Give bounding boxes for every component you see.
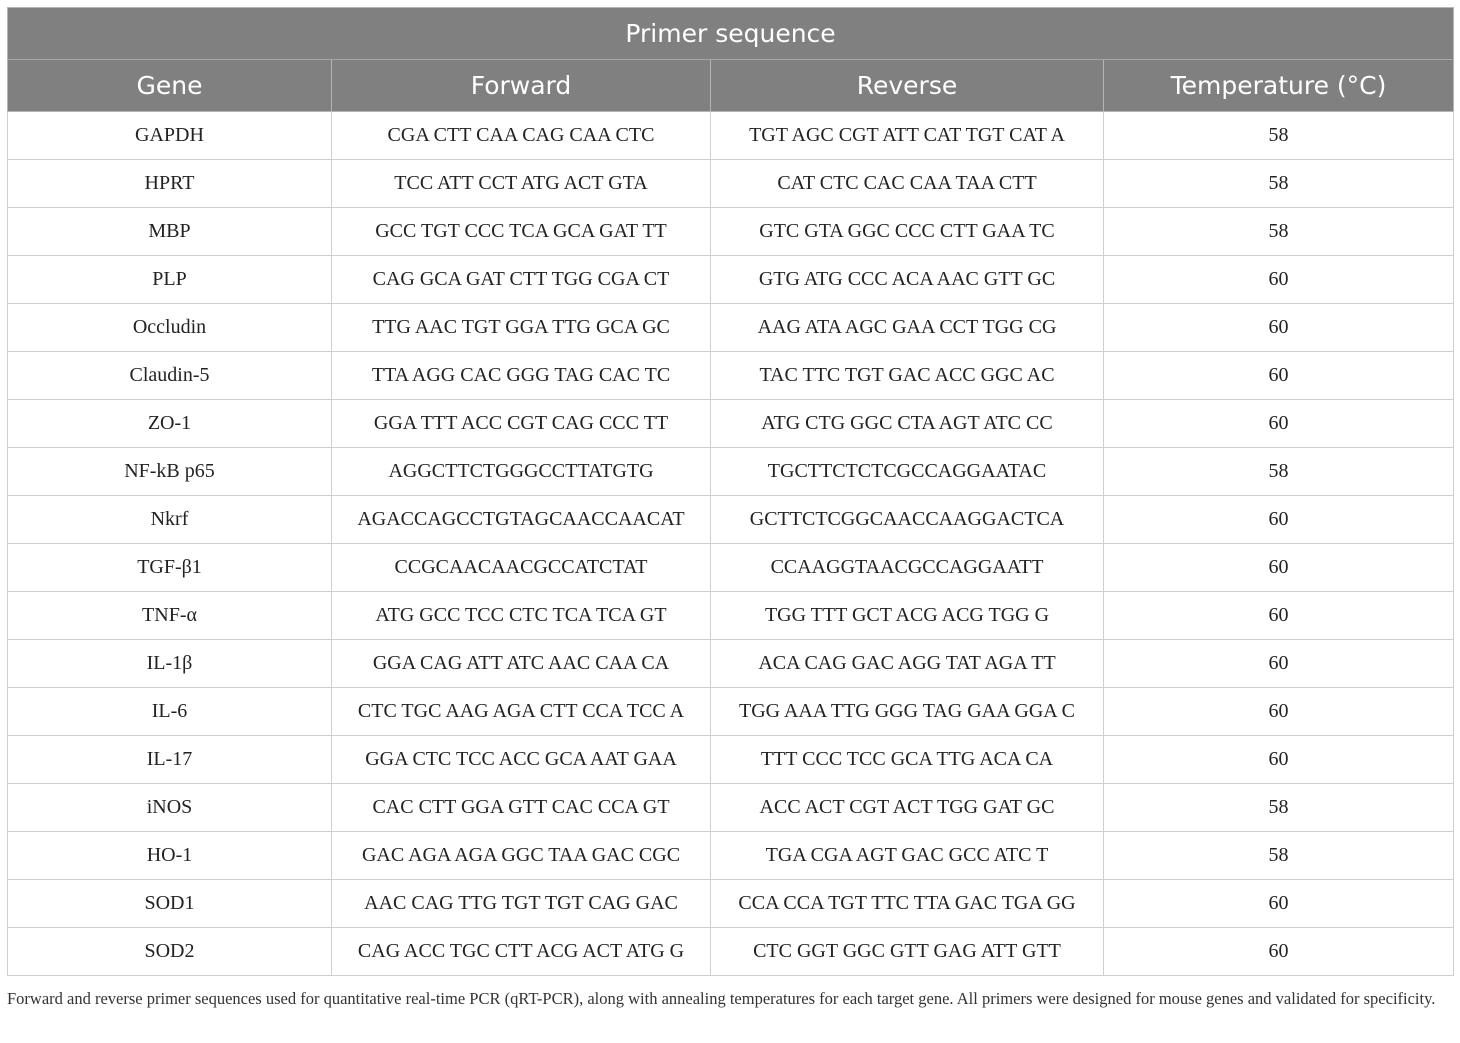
cell-temperature: 60	[1104, 736, 1454, 784]
cell-reverse: GTC GTA GGC CCC CTT GAA TC	[711, 208, 1104, 256]
table-body	[8, 112, 1454, 976]
cell-temperature: 58	[1104, 784, 1454, 832]
table-row	[8, 880, 1454, 928]
cell-reverse: TGG AAA TTG GGG TAG GAA GGA C	[711, 688, 1104, 736]
cell-reverse: TGG TTT GCT ACG ACG TGG G	[711, 592, 1104, 640]
cell-temperature: 58	[1104, 112, 1454, 160]
cell-forward: AAC CAG TTG TGT TGT CAG GAC	[332, 880, 711, 928]
table-row	[8, 544, 1454, 592]
cell-reverse: TGCTTCTCTCGCCAGGAATAC	[711, 448, 1104, 496]
cell-forward: TTA AGG CAC GGG TAG CAC TC	[332, 352, 711, 400]
cell-temperature: 60	[1104, 400, 1454, 448]
cell-forward: TCC ATT CCT ATG ACT GTA	[332, 160, 711, 208]
column-header-temperature: Temperature (°C)	[1104, 60, 1454, 112]
cell-forward: GAC AGA AGA GGC TAA GAC CGC	[332, 832, 711, 880]
cell-reverse: CTC GGT GGC GTT GAG ATT GTT	[711, 928, 1104, 976]
table-row	[8, 784, 1454, 832]
cell-gene: IL-1β	[8, 640, 332, 688]
cell-reverse: GCTTCTCGGCAACCAAGGACTCA	[711, 496, 1104, 544]
cell-gene: SOD1	[8, 880, 332, 928]
column-header-forward: Forward	[332, 60, 711, 112]
table-row	[8, 448, 1454, 496]
table-row	[8, 112, 1454, 160]
cell-forward: GGA CTC TCC ACC GCA AAT GAA	[332, 736, 711, 784]
cell-temperature: 58	[1104, 208, 1454, 256]
cell-gene: MBP	[8, 208, 332, 256]
cell-forward: GGA CAG ATT ATC AAC CAA CA	[332, 640, 711, 688]
cell-temperature: 60	[1104, 688, 1454, 736]
cell-forward: GCC TGT CCC TCA GCA GAT TT	[332, 208, 711, 256]
cell-forward: CAG ACC TGC CTT ACG ACT ATG G	[332, 928, 711, 976]
cell-temperature: 60	[1104, 352, 1454, 400]
primer-table-container	[7, 7, 1453, 976]
cell-reverse: TAC TTC TGT GAC ACC GGC AC	[711, 352, 1104, 400]
cell-reverse: TGA CGA AGT GAC GCC ATC T	[711, 832, 1104, 880]
cell-reverse: ACA CAG GAC AGG TAT AGA TT	[711, 640, 1104, 688]
cell-temperature: 58	[1104, 448, 1454, 496]
cell-forward: AGGCTTCTGGGCCTTATGTG	[332, 448, 711, 496]
cell-forward: CAG GCA GAT CTT TGG CGA CT	[332, 256, 711, 304]
cell-temperature: 60	[1104, 880, 1454, 928]
cell-gene: ZO-1	[8, 400, 332, 448]
cell-temperature: 58	[1104, 160, 1454, 208]
cell-gene: SOD2	[8, 928, 332, 976]
cell-temperature: 58	[1104, 832, 1454, 880]
cell-reverse: ATG CTG GGC CTA AGT ATC CC	[711, 400, 1104, 448]
cell-gene: Nkrf	[8, 496, 332, 544]
cell-gene: TNF-α	[8, 592, 332, 640]
table-title: Primer sequence	[8, 8, 1454, 60]
cell-gene: PLP	[8, 256, 332, 304]
table-row	[8, 928, 1454, 976]
cell-reverse: TTT CCC TCC GCA TTG ACA CA	[711, 736, 1104, 784]
cell-gene: HPRT	[8, 160, 332, 208]
table-row	[8, 640, 1454, 688]
cell-temperature: 60	[1104, 640, 1454, 688]
cell-gene: TGF-β1	[8, 544, 332, 592]
cell-gene: iNOS	[8, 784, 332, 832]
cell-temperature: 60	[1104, 928, 1454, 976]
cell-forward: CTC TGC AAG AGA CTT CCA TCC A	[332, 688, 711, 736]
cell-gene: NF-kB p65	[8, 448, 332, 496]
cell-forward: GGA TTT ACC CGT CAG CCC TT	[332, 400, 711, 448]
table-row	[8, 160, 1454, 208]
cell-temperature: 60	[1104, 256, 1454, 304]
table-row	[8, 496, 1454, 544]
cell-reverse: ACC ACT CGT ACT TGG GAT GC	[711, 784, 1104, 832]
column-header-reverse: Reverse	[711, 60, 1104, 112]
table-row	[8, 256, 1454, 304]
cell-reverse: GTG ATG CCC ACA AAC GTT GC	[711, 256, 1104, 304]
table-header	[8, 8, 1454, 112]
cell-gene: HO-1	[8, 832, 332, 880]
cell-forward: CGA CTT CAA CAG CAA CTC	[332, 112, 711, 160]
cell-gene: GAPDH	[8, 112, 332, 160]
table-row	[8, 592, 1454, 640]
cell-reverse: CAT CTC CAC CAA TAA CTT	[711, 160, 1104, 208]
cell-gene: Claudin-5	[8, 352, 332, 400]
cell-temperature: 60	[1104, 496, 1454, 544]
table-row	[8, 832, 1454, 880]
table-row	[8, 736, 1454, 784]
table-title-row	[8, 8, 1454, 60]
cell-gene: IL-6	[8, 688, 332, 736]
cell-temperature: 60	[1104, 544, 1454, 592]
cell-reverse: AAG ATA AGC GAA CCT TGG CG	[711, 304, 1104, 352]
table-row	[8, 352, 1454, 400]
cell-gene: Occludin	[8, 304, 332, 352]
table-row	[8, 400, 1454, 448]
cell-reverse: CCA CCA TGT TTC TTA GAC TGA GG	[711, 880, 1104, 928]
table-row	[8, 208, 1454, 256]
table-row	[8, 688, 1454, 736]
cell-forward: CAC CTT GGA GTT CAC CCA GT	[332, 784, 711, 832]
cell-temperature: 60	[1104, 304, 1454, 352]
cell-forward: AGACCAGCCTGTAGCAACCAACAT	[332, 496, 711, 544]
cell-reverse: CCAAGGTAACGCCAGGAATT	[711, 544, 1104, 592]
column-header-row	[8, 60, 1454, 112]
cell-temperature: 60	[1104, 592, 1454, 640]
column-header-gene: Gene	[8, 60, 332, 112]
primer-table	[7, 7, 1454, 976]
cell-forward: CCGCAACAACGCCATCTAT	[332, 544, 711, 592]
table-row	[8, 304, 1454, 352]
cell-gene: IL-17	[8, 736, 332, 784]
table-footnote: Forward and reverse primer sequences used for quantitative real-time PCR (qRT-PCR), along with annealing temperatures for each target gene. All primers were designed for mouse genes and validated for specificity.	[7, 989, 1436, 1008]
cell-forward: ATG GCC TCC CTC TCA TCA GT	[332, 592, 711, 640]
cell-forward: TTG AAC TGT GGA TTG GCA GC	[332, 304, 711, 352]
cell-reverse: TGT AGC CGT ATT CAT TGT CAT A	[711, 112, 1104, 160]
